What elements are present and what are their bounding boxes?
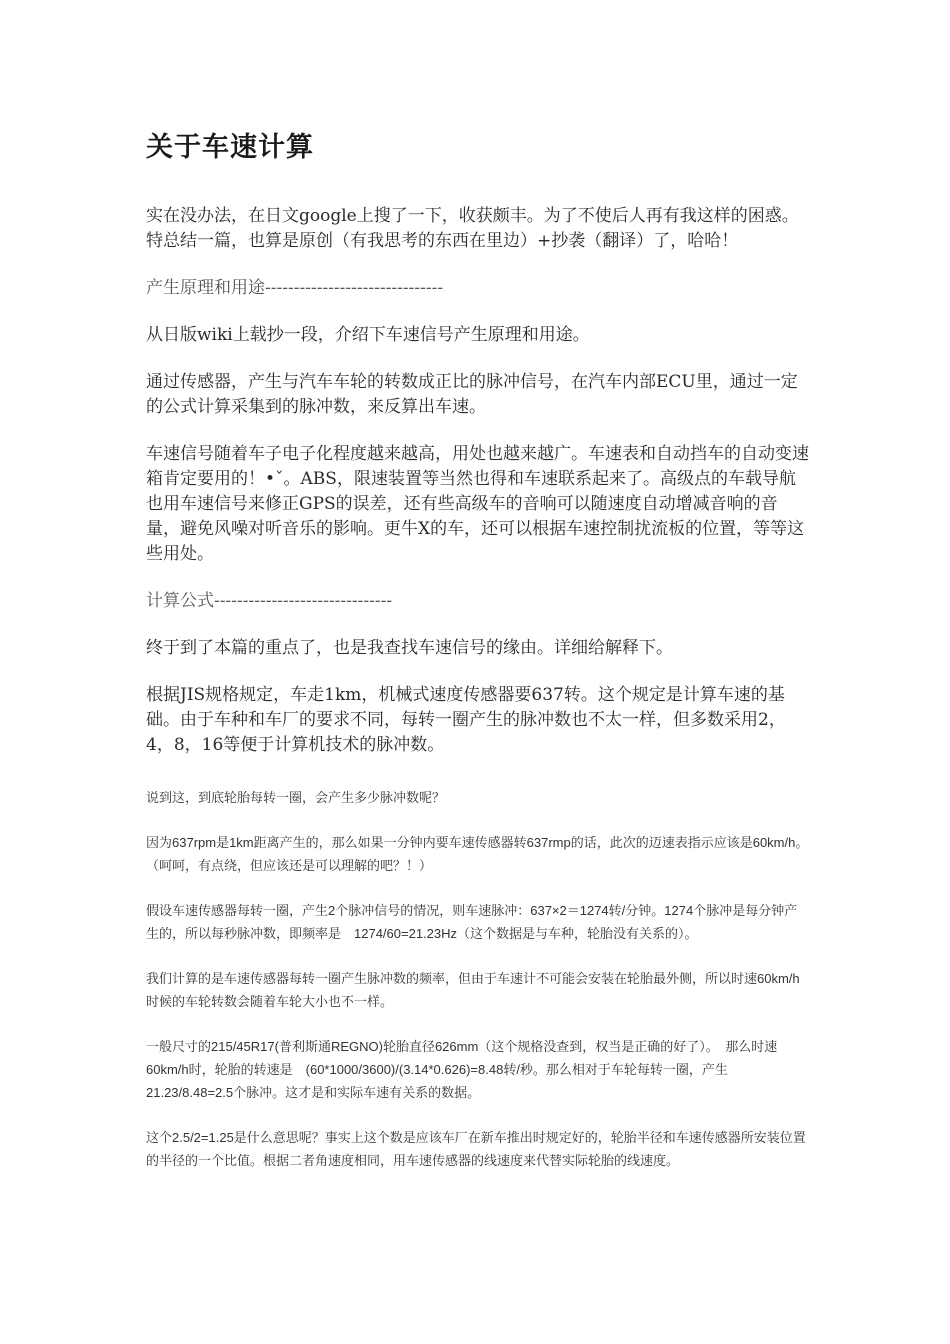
section-heading-principle: 产生原理和用途------------------------------- xyxy=(146,278,444,298)
ratio-paragraph: 这个2.5/2=1.25是什么意思呢？事实上这个数是应该车厂在新车推出时规定好的，轮胎半径和车速传感器所安装位置的半径的一个比值。根据二者角速度相同，用车速传感器的线速度来代替实际轮胎的线速度。 xyxy=(146,1130,806,1168)
rpm-paragraph: 因为637rpm是1km距离产生的，那么如果一分钟内要车速传感器转637rmp的话，此次的迈速表指示应该是60km/h。 （呵呵，有点绕，但应该还是可以理解的吧？！） xyxy=(146,835,809,873)
focus-paragraph: 终于到了本篇的重点了，也是我查找车速信号的缘由。详细给解释下。 xyxy=(146,638,673,658)
frequency-paragraph: 我们计算的是车速传感器每转一圈产生脉冲数的频率，但由于车速计不可能会安装在轮胎最外侧，所以时速60km/h时候的车轮转数会随着车轮大小也不一样。 xyxy=(146,971,800,1009)
pulse-paragraph: 假设车速传感器每转一圈，产生2个脉冲信号的情况，则车速脉冲：637×2＝1274转/分钟。1274个脉冲是每分钟产生的，所以每秒脉冲数，即频率是 1274/60=21.23Hz（这个数据是与车种，轮胎没有关系的）。 xyxy=(146,903,798,941)
article-title: 关于车速计算 xyxy=(146,132,314,163)
wiki-intro-paragraph: 从日版wiki上载抄一段，介绍下车速信号产生原理和用途。 xyxy=(146,325,590,345)
tire-paragraph: 一般尺寸的215/45R17(普利斯通REGNO)轮胎直径626mm（这个规格没查到，权当是正确的好了）。 那么时速60km/h时，轮胎的转速是 (60*1000/3600)/(3.14*0.626)=8.48转/秒。那么相对于车轮每转一圈，产生 21.23/8.48=2.5个脉冲。这才是和实际车速有关系的数据。 xyxy=(146,1039,778,1100)
question-paragraph: 说到这，到底轮胎每转一圈，会产生多少脉冲数呢？ xyxy=(146,790,446,805)
sensor-paragraph: 通过传感器，产生与汽车车轮的转数成正比的脉冲信号，在汽车内部ECU里，通过一定的公式计算采集到的脉冲数，来反算出车速。 xyxy=(146,372,798,417)
jis-paragraph: 根据JIS规格规定，车走1km，机械式速度传感器要637转。这个规定是计算车速的基础。由于车种和车厂的要求不同，每转一圈产生的脉冲数也不太一样，但多数采用2，4，8，16等便于计算机技术的脉冲数。 xyxy=(146,685,786,755)
section-heading-formula: 计算公式------------------------------- xyxy=(146,591,393,611)
document-page xyxy=(146,128,810,1194)
usage-paragraph: 车速信号随着车子电子化程度越来越高，用处也越来越广。车速表和自动挡车的自动变速箱肯定要用的！•ˇ。ABS，限速装置等当然也得和车速联系起来了。高级点的车载导航也用车速信号来修正GPS的误差，还有些高级车的音响可以随速度自动增减音响的音量，避免风噪对听音乐的影响。更牛X的车，还可以根据车速控制扰流板的位置，等等这些用处。 xyxy=(146,444,809,564)
intro-paragraph: 实在没办法，在日文google上搜了一下，收获颇丰。为了不使后人再有我这样的困惑。特总结一篇，也算是原创（有我思考的东西在里边）+抄袭（翻译）了，哈哈！ xyxy=(146,206,799,251)
